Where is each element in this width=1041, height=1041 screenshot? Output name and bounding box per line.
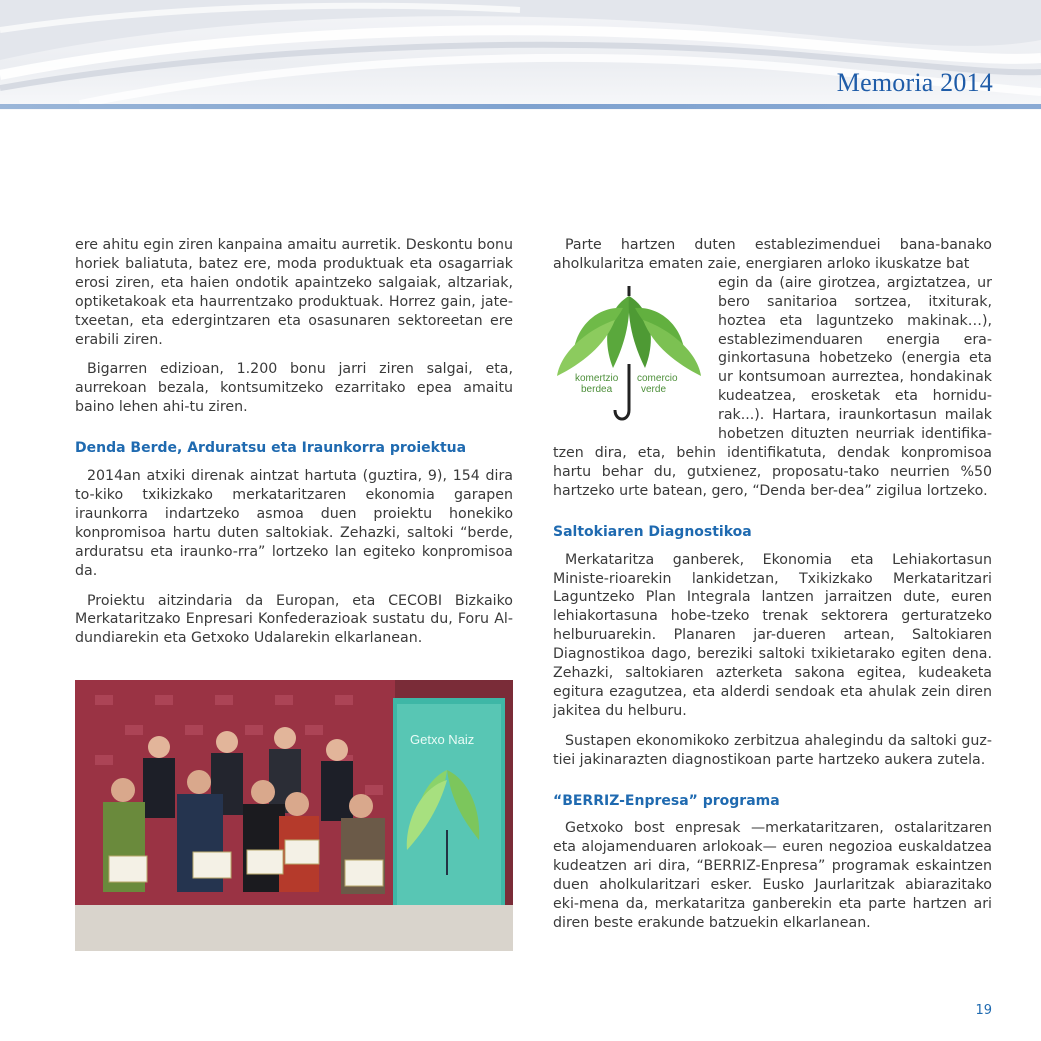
group-photo-illustration: [75, 680, 513, 951]
logo-text-left-2: berdea: [581, 383, 613, 395]
page-header: [0, 0, 1041, 110]
denda-berdea-logo: [553, 278, 706, 428]
header-title: Memoria 2014: [836, 68, 993, 97]
section-heading-denda-berde: Denda Berde, Arduratsu eta Iraunkorra proiektua: [75, 440, 467, 457]
right-column: [553, 236, 992, 944]
page-number: 19: [975, 1003, 992, 1018]
left-column: [75, 236, 513, 659]
left-paragraph-1: ere ahitu egin ziren kanpaina amaitu aurretik. Deskontu bonu horiek baliatuta, batez ere, moda produktuak eta osagarriak erosi ziren, eta haien ondotik apaintzeko salgaiak, altzariak, optiketakoak eta haurrentzako produktuak. Horrez gain, jate-txeetan, eta edergintzaren eta osasunaren sektoreetan ere erabili ziren.: [75, 237, 513, 348]
section-heading-saltokiaren-diagnostikoa: Saltokiaren Diagnostikoa: [553, 523, 752, 540]
group-photo: [75, 680, 513, 951]
green-umbrella-icon: [553, 278, 706, 428]
left-paragraph-2: Bigarren edizioan, 1.200 bonu jarri ziren salgai, eta, aurrekoan bezala, kontsumitzeko ezarritako epea amaitu baino lehen ahi-tu ziren.: [75, 361, 513, 416]
right-paragraph-1-top: Parte hartzen duten establezimenduei bana-banako aholkularitza ematen zaie, energiaren arloko ikuskatze bat: [553, 237, 992, 272]
left-paragraph-3: 2014an atxiki direnak aintzat hartuta (guztira, 9), 154 dira to-kiko txikizkako merkataritzaren ekonomia garapen iraunkorra indartzeko asmoa duen proiektu honekiko konpromisoa hartu duten saltokiak. Zehazki, saltoki “berde, arduratsu eta iraunko-rra” lortzeko lan egiteko konpromisoa da.: [75, 468, 513, 579]
logo-text-left-1: komertzio: [575, 372, 619, 384]
right-paragraph-2: Merkataritza ganberek, Ekonomia eta Lehiakortasun Ministe-rioarekin lankidetzan, Txikizkako Merkataritzari Laguntzeko Plan Integrala lantzen jarraitzen dute, euren lehiakortasuna hobe-tzeko trenak sektorera gerturatzeko helburuarekin. Planaren jar-dueren artean, Saltokiaren Diagnostikoa dago, bereziki saltoki txikietarako egiten dena. Zehazki, saltokiaren azterketa sakona egitea, kudeaketa egitura ezagutzea, eta alderdi sendoak eta ahulak zein diren jakitea du helburu.: [553, 551, 992, 719]
right-paragraph-1-wrap: egin da (aire girotzea, argiztatzea, ur bero sanitarioa sortzea, itxiturak, hoztea eta laguntzeko makinak…), establezimenduaren energia era-ginkortasuna hobetzeko (energia eta ur kontsumoan aurreztea, hondakinak kudeatzea, erosketak eta hornidu-rak...). Hartara, iraunkortasun mailak hobetzen dituzten neurriak identifika-tzen dira, eta, behin identifikatuta, dendak konpromisoa hartu behar du, gutxienez, proposatu-tako neurrien %50 hartzeko urte batean, gero, “Denda ber-dea” zigilua lortzeko.: [553, 274, 992, 499]
header-divider: [0, 104, 1041, 109]
logo-text-right-1: comercio: [637, 372, 678, 384]
right-paragraph-3: Sustapen ekonomikoko zerbitzua ahalegindu da saltoki guz-tiei jakinarazten diagnostikoan parte hartzeko aukera zutela.: [553, 732, 992, 768]
section-heading-berriz-enpresa: “BERRIZ-Enpresa” programa: [553, 792, 780, 809]
right-paragraph-4: Getxoko bost enpresak —merkataritzaren, ostalaritzaren eta alojamenduaren arlokoak— euren negozioa euskaldatzea kudeatzen ari dira, “BERRIZ-Enpresa” programak eskaintzen duen aholkularitzari esker. Eusko Jaurlaritzak abiarazitako eki-mena da, merkataritza ganberekin eta parte hartzen ari diren beste erakunde batzuekin elkarlanean.: [553, 820, 992, 931]
left-paragraph-4: Proiektu aitzindaria da Europan, eta CECOBI Bizkaiko Merkataritzako Enpresari Konfederazioak sustatu du, Foru Al-dundiarekin eta Getxoko Udalarekin elkarlanean.: [75, 592, 513, 647]
logo-text-right-2: verde: [641, 383, 667, 395]
banner-text: Getxo Naiz: [410, 732, 475, 747]
